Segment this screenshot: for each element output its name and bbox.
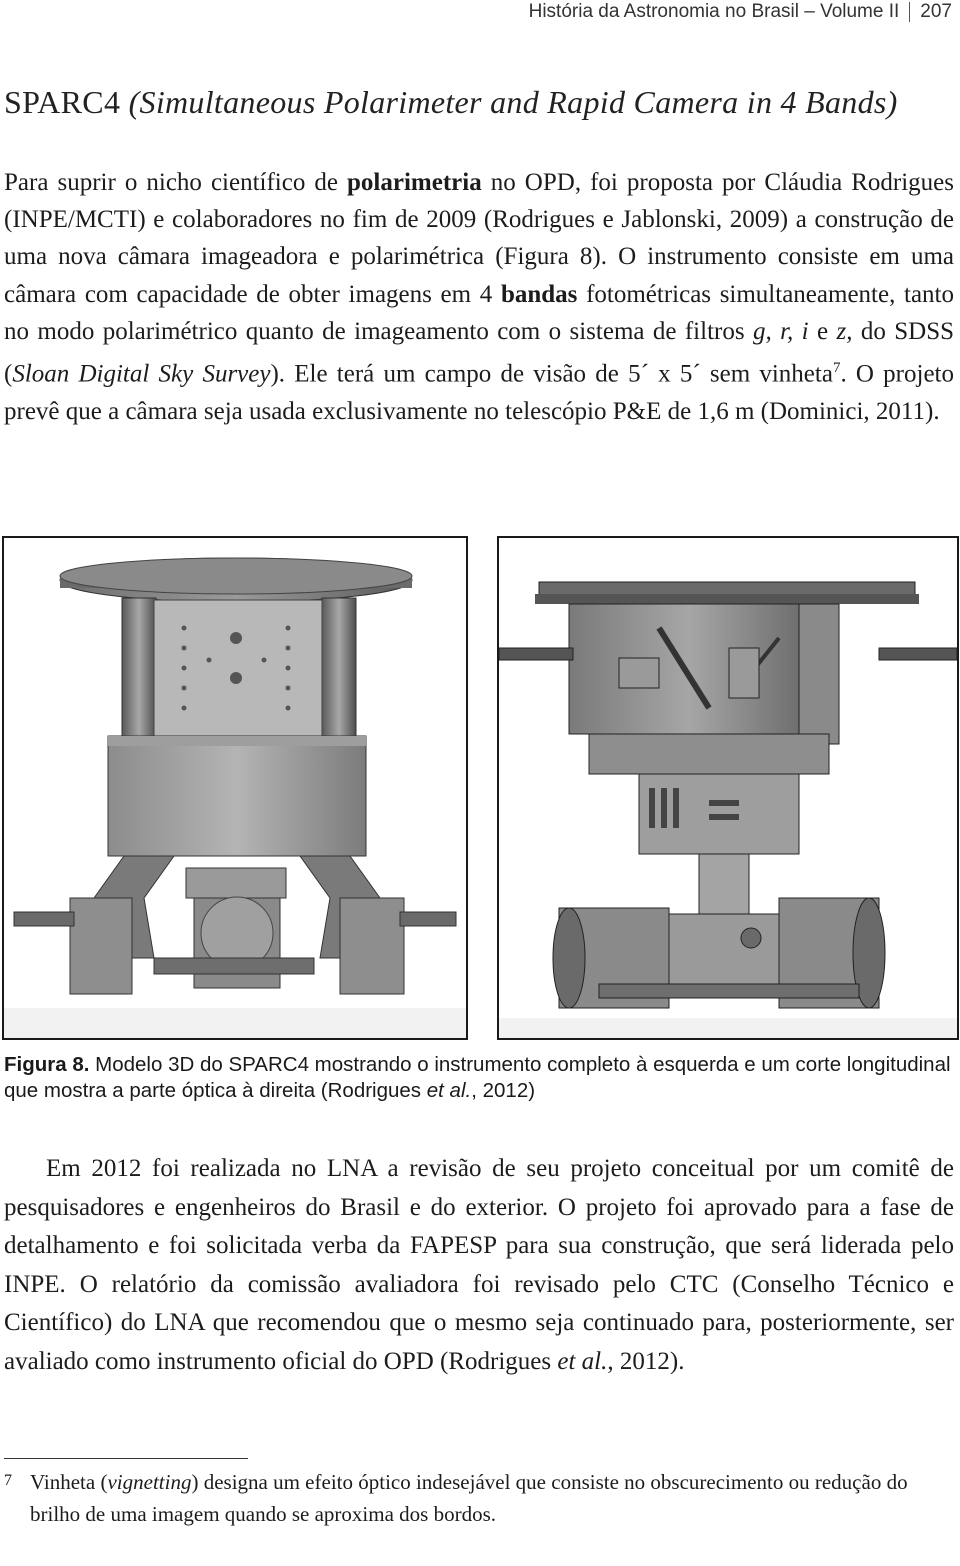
footnote-number: 7 xyxy=(4,1472,12,1489)
section-title-main: SPARC4 xyxy=(4,84,121,120)
para1-text-1: Para suprir o nicho científico de xyxy=(4,169,348,196)
para2-text-1: Em 2012 foi realizada no LNA a revisão de seu projeto conceitual por um comitê de pesquisadores e engenheiros do Brasil e do exterior. O projeto foi aprovado para a fase de detalhamento e foi solicitada verba da FAPESP para sua construção, que será liderada pelo INPE. O relatório da comissão avaliadora foi revisado pelo CTC (Conselho Técnico e Científico) do LNA que recomendou que o mesmo seja continuado para, posteriormente, ser avaliado como instrumento oficial do OPD (Rodrigues xyxy=(4,1155,954,1375)
footnote-text xyxy=(30,1466,954,1530)
para1-text-3: fotométricas simultaneamente, tanto no modo polarimétrico quanto de imageamento com o sistema de filtros xyxy=(4,280,954,345)
para1-text-7: . O projeto prevê que a câmara seja usada exclusivamente no telescópio P&E de 1,6 m (Dominici, 2011). xyxy=(4,360,954,425)
para1-filter-z: z, xyxy=(836,317,853,345)
footnote-text-1: Vinheta ( xyxy=(30,1470,108,1494)
page-number: 207 xyxy=(920,1,952,22)
figure-caption xyxy=(4,1052,954,1104)
figure-label: Figura 8. xyxy=(4,1053,90,1076)
section-title xyxy=(4,84,898,121)
para1-text-5: do SDSS ( xyxy=(4,317,954,388)
figure-sparc4-full-model xyxy=(2,536,468,1040)
para2-et-al: et al. xyxy=(557,1347,608,1375)
body-paragraph-1 xyxy=(4,164,954,430)
para1-bold-polarimetria: polarimetria xyxy=(347,169,482,196)
header-divider xyxy=(909,2,910,22)
caption-text-b: , 2012) xyxy=(471,1079,536,1102)
para1-sdss-name: Sloan Digital Sky Survey xyxy=(12,360,271,388)
body-paragraph-2 xyxy=(4,1150,954,1381)
sparc4-full-model-drawing xyxy=(4,538,466,1038)
figure-sparc4-longitudinal-cut xyxy=(497,536,959,1040)
para2-text-2: , 2012). xyxy=(607,1347,685,1375)
para1-bold-bandas: bandas xyxy=(500,280,578,308)
footnote-ref[interactable]: 7 xyxy=(832,360,841,377)
footnote-text-2: ) designa um efeito óptico indesejável que consiste no obscurecimento ou redução do brilho de uma imagem quando se aproxima dos bordos. xyxy=(30,1470,908,1526)
footnote-term: vignetting xyxy=(107,1470,192,1494)
para1-text-2: no OPD, foi proposta por Cláudia Rodrigues (INPE/MCTI) e colaboradores no fim de 2009 (Rodrigues e Jablonski, 2009) a construção de uma nova câmara imageadora e polarimétrica (Figura 8). O instrumento consiste em uma câmara com capacidade de obter imagens em 4 xyxy=(4,169,954,308)
para1-text-4: e xyxy=(808,317,837,345)
caption-et-al: et al. xyxy=(426,1079,472,1102)
caption-text-a: Modelo 3D do SPARC4 mostrando o instrumento completo à esquerda e um corte longitudinal que mostra a parte óptica à direita (Rodrigues xyxy=(4,1053,951,1102)
footnote xyxy=(4,1466,954,1530)
para1-filters-gri: g, r, i xyxy=(752,317,809,345)
running-title: História da Astronomia no Brasil – Volume II xyxy=(528,1,900,22)
footnote-rule xyxy=(4,1458,248,1459)
section-title-subtitle: (Simultaneous Polarimeter and Rapid Camera in 4 Bands) xyxy=(128,84,898,120)
running-header xyxy=(529,0,952,24)
sparc4-cut-drawing xyxy=(499,538,957,1038)
para1-text-6: ). Ele terá um campo de visão de 5´ x 5´ sem vinheta xyxy=(270,360,833,388)
